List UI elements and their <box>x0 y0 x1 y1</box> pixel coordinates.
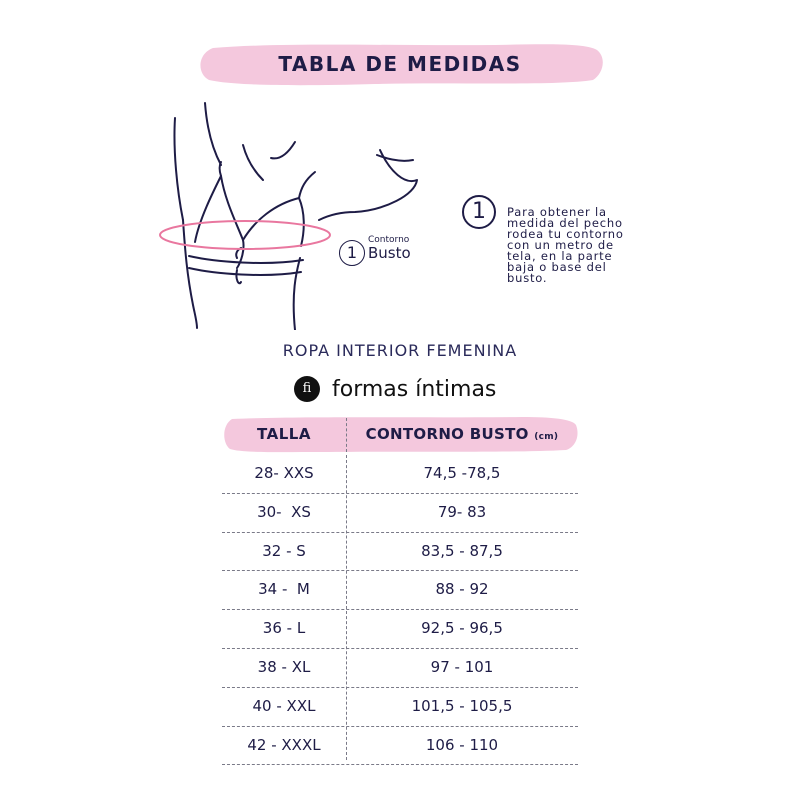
talla-cell: 42 - XXXL <box>247 735 321 754</box>
instruction-line: rodea tu contorno <box>507 227 624 241</box>
talla-cell: 28- XXS <box>254 464 314 482</box>
contorno-cell: 92,5 - 96,5 <box>421 619 503 638</box>
table-row <box>222 455 578 494</box>
contorno-cell: 101,5 - 105,5 <box>411 696 513 715</box>
table-row <box>222 571 578 610</box>
talla-cell: 40 - XXL <box>252 696 316 715</box>
talla-cell: 30- XS <box>257 502 311 521</box>
talla-cell: 36 - L <box>262 619 306 638</box>
brand-name: formas íntimas <box>332 376 497 402</box>
header-talla: TALLA <box>257 425 311 443</box>
contorno-cell: 79- 83 <box>437 502 487 521</box>
callout-label-busto: Busto <box>368 244 411 262</box>
header-column-divider <box>346 418 347 452</box>
contorno-cell: 74,5 -78,5 <box>423 464 501 482</box>
page-title: TABLA DE MEDIDAS <box>278 52 522 76</box>
instructions-text <box>507 207 642 284</box>
header-contorno <box>346 415 578 453</box>
column-divider <box>346 455 347 760</box>
header-unit: (cm) <box>534 432 559 442</box>
table-row <box>222 649 578 688</box>
measuring-tape-ring <box>160 221 330 249</box>
brand <box>294 374 496 404</box>
instruction-step-circle: 1 <box>462 195 496 229</box>
instruction-line: medida del pecho <box>507 216 623 230</box>
header-contorno-label: CONTORNO BUSTO <box>365 425 529 443</box>
instruction-line: tela, en la parte <box>507 249 613 263</box>
table-row <box>222 494 578 533</box>
talla-cell: 34 - M <box>258 580 310 599</box>
subtitle: ROPA INTERIOR FEMENINA <box>282 341 518 360</box>
instruction-line: con un metro de <box>507 238 614 252</box>
table-header <box>222 415 578 453</box>
brand-logo-icon: fi <box>294 376 320 402</box>
instruction-line: baja o base del <box>507 260 607 274</box>
contorno-cell: 106 - 110 <box>425 735 499 754</box>
title-banner <box>195 40 605 88</box>
talla-cell: 32 - S <box>262 541 306 560</box>
instruction-line: busto. <box>507 271 548 285</box>
callout-label-contorno: Contorno <box>368 235 410 245</box>
table-row <box>222 610 578 649</box>
bust-measurement-illustration <box>155 100 515 330</box>
size-table-body <box>222 455 578 765</box>
talla-cell: 38 - XL <box>257 657 311 676</box>
contorno-cell: 88 - 92 <box>435 580 489 599</box>
table-row <box>222 533 578 572</box>
callout-number-circle: 1 <box>339 240 365 266</box>
table-row <box>222 727 578 766</box>
table-row <box>222 688 578 727</box>
instruction-line: Para obtener la <box>507 205 607 219</box>
contorno-cell: 97 - 101 <box>430 657 494 676</box>
contorno-cell: 83,5 - 87,5 <box>421 541 503 560</box>
